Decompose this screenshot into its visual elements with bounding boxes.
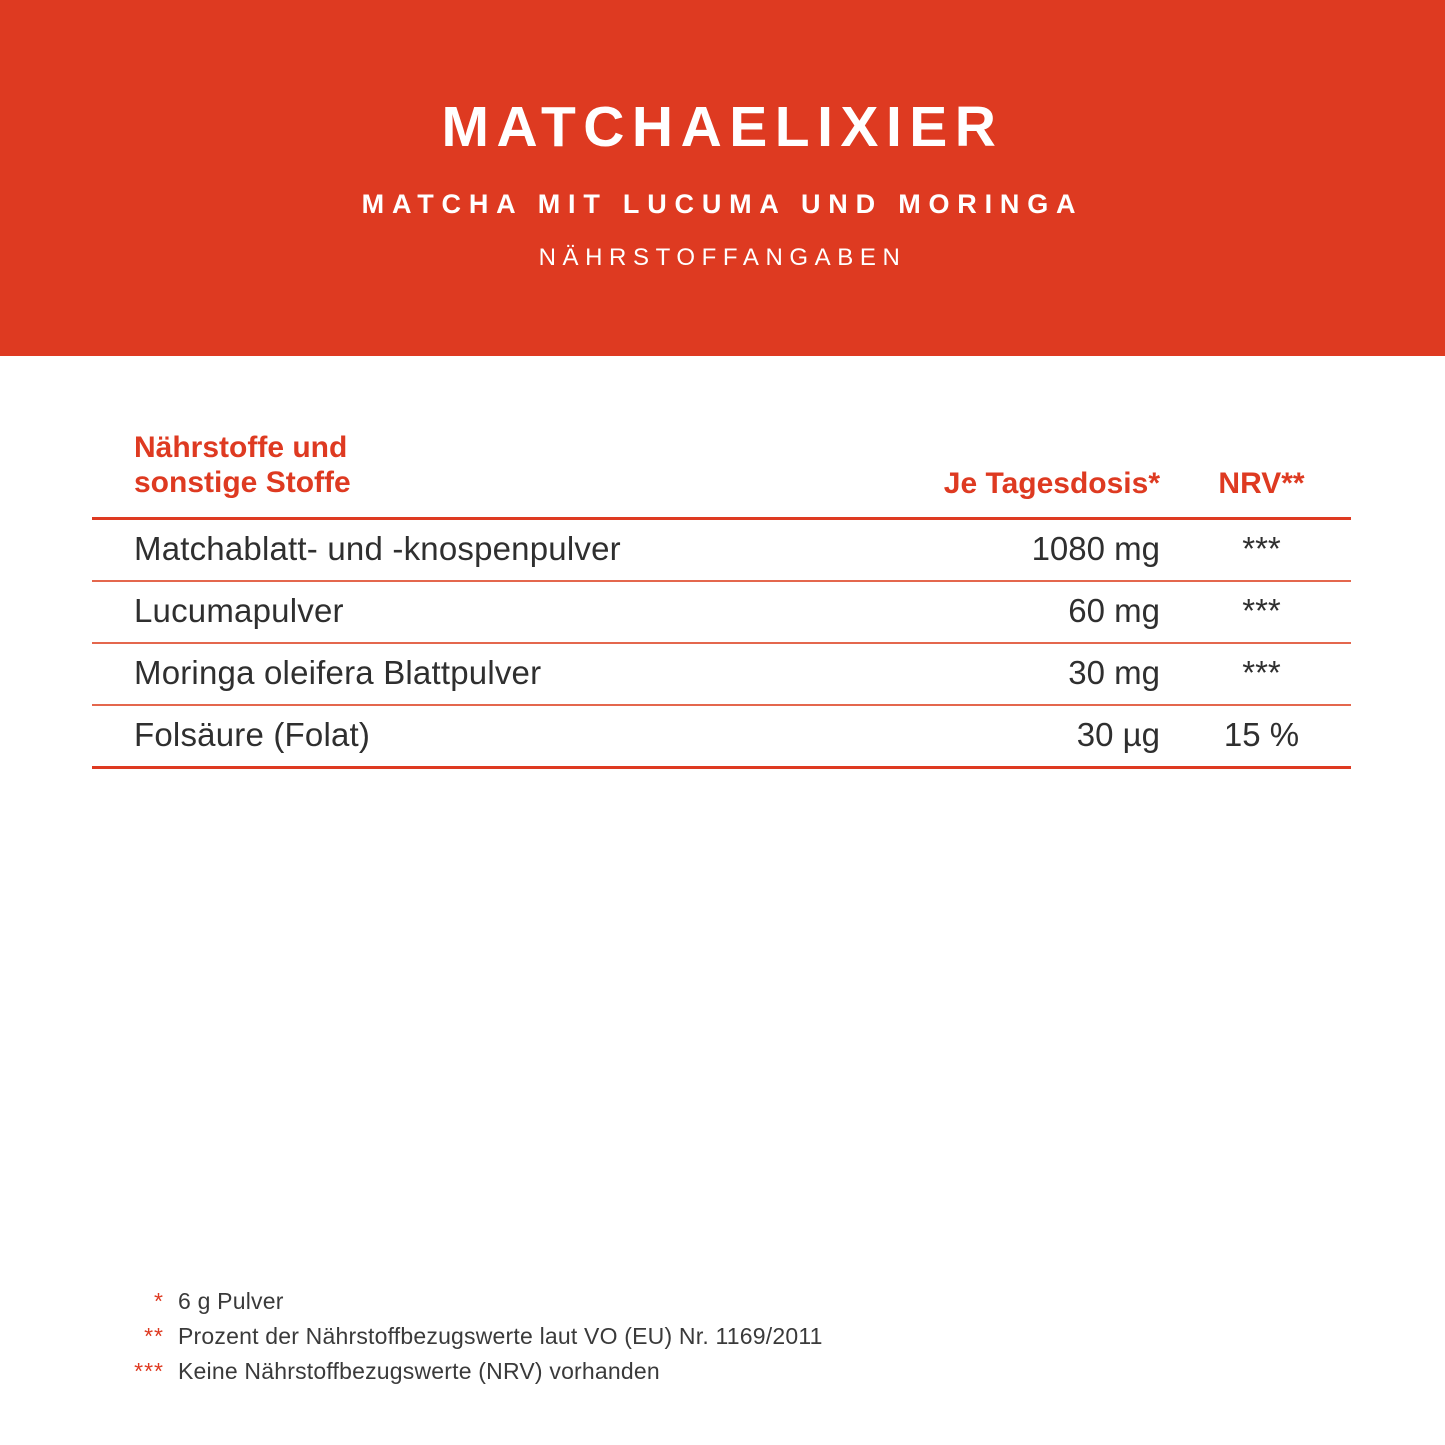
header-banner [0,0,1445,356]
row-nrv-value: *** [1172,643,1351,705]
table-row [92,518,1351,581]
table-row [92,643,1351,705]
nutrition-table [92,430,1351,769]
column-header-nutrients [92,430,872,518]
row-nutrient-name: Matchablatt- und -knospenpulver [92,518,872,581]
footnote-marker: ** [144,1323,164,1349]
table-body [92,518,1351,767]
row-dose-value: 30 mg [872,643,1172,705]
footnote-text: Keine Nährstoffbezugswerte (NRV) vorhanden [178,1358,660,1384]
column-header-nrv: NRV** [1172,430,1351,518]
footnote-item [92,1323,1351,1350]
footnote-marker: *** [134,1358,164,1384]
product-subtitle: MATCHA MIT LUCUMA UND MORINGA [361,188,1084,219]
page-title: MATCHAELIXIER [441,95,1004,159]
table-row [92,581,1351,643]
row-dose-value: 60 mg [872,581,1172,643]
row-nutrient-name: Folsäure (Folat) [92,705,872,768]
row-nrv-value: *** [1172,518,1351,581]
footnote-item [92,1358,1351,1385]
row-nutrient-name: Lucumapulver [92,581,872,643]
nutrition-table-container [92,430,1351,769]
row-nrv-value: 15 % [1172,705,1351,768]
row-nutrient-name: Moringa oleifera Blattpulver [92,643,872,705]
section-label: NÄHRSTOFFANGABEN [538,243,907,271]
footnote-text: 6 g Pulver [178,1288,284,1314]
table-header [92,430,1351,518]
footnotes [92,1288,1351,1393]
footnote-text: Prozent der Nährstoffbezugswerte laut VO (EU) Nr. 1169/2011 [178,1323,823,1349]
footnote-item [92,1288,1351,1315]
table-header-row [92,430,1351,518]
column-header-nutrients-line2: sonstige Stoffe [134,466,351,500]
column-header-nutrients-line1: Nährstoffe und [134,431,348,464]
column-header-dose: Je Tagesdosis* [872,430,1172,518]
row-dose-value: 30 µg [872,705,1172,768]
table-row [92,705,1351,768]
footnote-marker: * [154,1288,164,1314]
row-dose-value: 1080 mg [872,518,1172,581]
row-nrv-value: *** [1172,581,1351,643]
